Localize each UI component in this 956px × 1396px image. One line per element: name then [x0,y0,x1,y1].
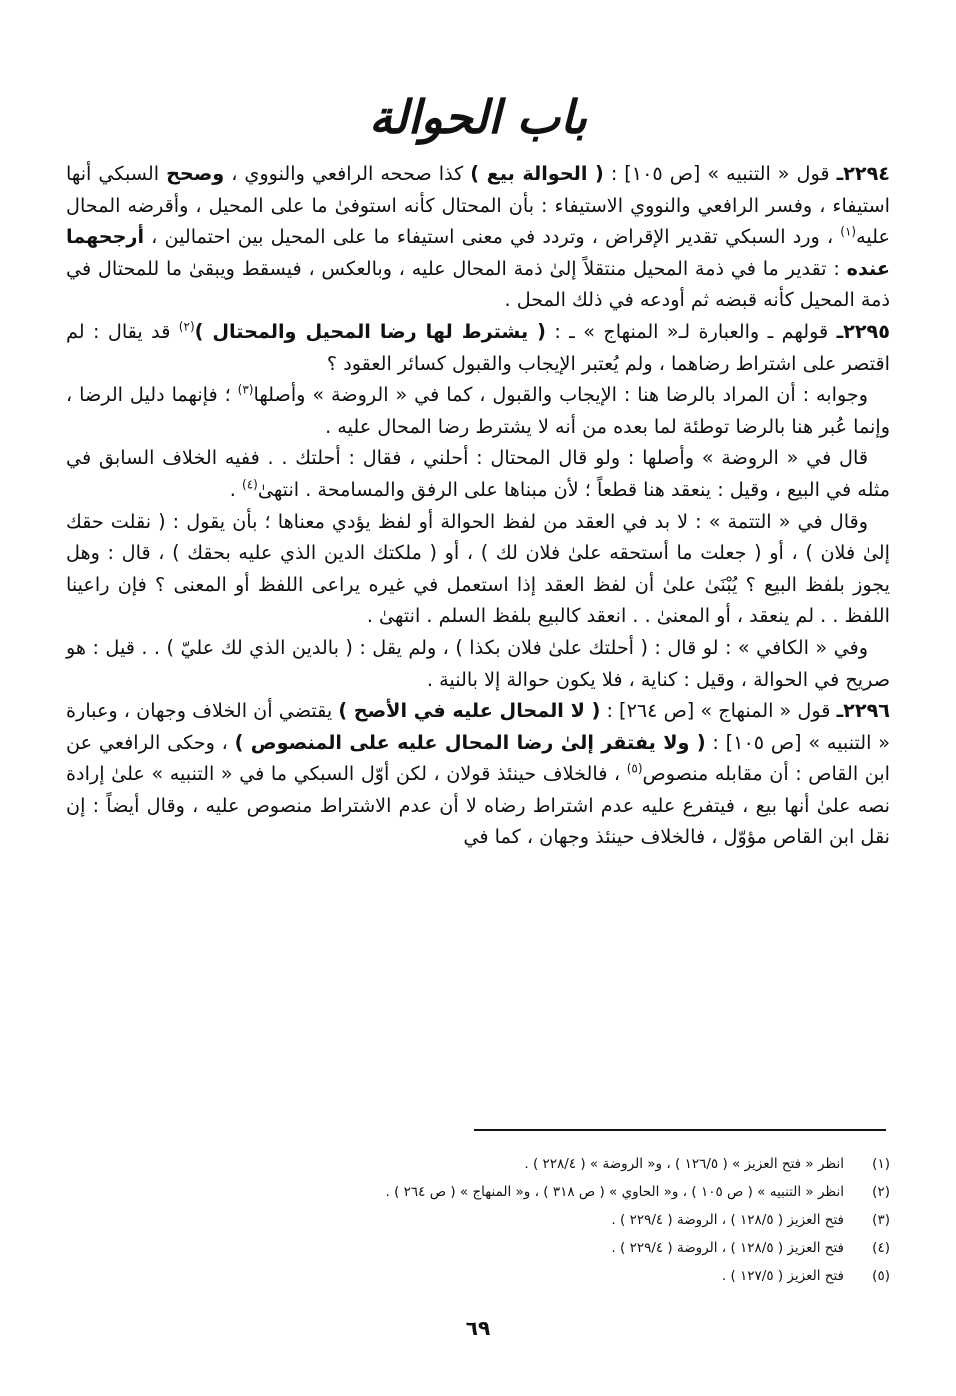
text-run: قول « التنبيه » [ص ١٠٥] : [603,162,837,185]
paragraph-p2 [66,316,890,379]
text-run: قول « المنهاج » [ص ٢٦٤] : [600,699,837,723]
bold-text: أرجحهما عنده [66,225,890,280]
footnote-number: (١) [872,1156,890,1172]
text-run: كذا صححه الرافعي والنووي ، [224,162,471,185]
footnote-divider [474,1129,886,1131]
bold-text: ( يشترط لها رضا المحيل والمحتال ) [194,319,546,343]
footnote-text: انظر « فتح العزيز » ( ١٢٦/٥ ) ، و« الروضة » ( ٢٢٨/٤ ) . [524,1156,844,1172]
footnote-ref: (٢) [178,319,195,334]
text-run: وقال في « التتمة » : لا بد في العقد من لفظ الحوالة أو لفظ يؤدي معناها ؛ بأن يقول : ( نقلت حقك إلىٰ فلان ) ، أو ( جعلت ما أستحقه علىٰ فلان لك ) ، أو ( ملكتك الدين الذي عليه بحقك ) ، قال : وهل يجوز بلفظ البيع ؟ يُبْنَىٰ علىٰ أن لفظ العقد إذا استعمل في غيره يراعى اللفظ أو المعنى ؟ فإن راعينا اللفظ . . لم ينعقد ، أو المعنىٰ . . انعقد كالبيع بلفظ السلم . انتهىٰ . [66,509,890,628]
text-run: وجوابه : أن المراد بالرضا هنا : الإيجاب والقبول ، كما في « الروضة » وأصلها [253,383,869,407]
chapter-title: باب الحوالة [369,90,587,144]
footnote-item [66,1150,890,1178]
page-number: ٦٩ [465,1316,491,1340]
paragraph-p6 [66,632,890,695]
text-run: قولهم ـ والعبارة لـ« المنهاج » ـ : [545,319,837,343]
text-run: السبكي أنها استيفاء ، وفسر الرافعي والنووي الاستيفاء : بأن المحتال كأنه استوفىٰ ما على المحيل ، وأقرضه المحال عليه [66,162,890,249]
bold-text: ( الحوالة بيع ) [470,162,604,185]
footnotes [66,1150,890,1290]
text-run: قد يقال : لم اقتصر على اشتراط رضاهما ، ولم يُعتبر الإيجاب والقبول كسائر العقود ؟ [66,319,890,375]
footnote-number: (٥) [872,1268,890,1284]
footnote-item [66,1262,890,1290]
text-run: ، ورد السبكي تقدير الإقراض ، وتردد في معنى استيفاء ما على المحيل بين احتمالين ، [144,225,841,249]
footnote-text: فتح العزيز ( ١٢٨/٥ ) ، الروضة ( ٢٢٩/٤ ) . [611,1212,844,1228]
text-run: يقتضي أن الخلاف وجهان ، وعبارة « التنبيه » [ص ١٠٥] : [66,699,890,754]
footnote-ref: (١) [840,224,857,239]
footnote-item [66,1178,890,1206]
paragraph-p1 [66,158,890,316]
paragraph-p7 [66,695,890,853]
bold-text: ٢٢٩٦ـ [836,699,890,723]
bold-text: ٢٢٩٥ـ [836,319,890,343]
main-text [66,158,890,853]
text-run: ، وحكى الرافعي عن ابن القاص : أن مقابله منصوص [66,730,891,786]
bold-text: ( ولا يفتقر إلىٰ رضا المحال عليه على المنصوص ) [234,730,706,754]
bold-text: وصحح [166,162,225,185]
footnote-text: فتح العزيز ( ١٢٨/٥ ) ، الروضة ( ٢٢٩/٤ ) . [611,1240,844,1256]
footnote-text: فتح العزيز ( ١٢٧/٥ ) . [721,1268,844,1284]
footnote-number: (٤) [872,1240,890,1256]
text-run: قال في « الروضة » وأصلها : ولو قال المحتال : أحلني ، فقال : أحلتك . . ففيه الخلاف السابق في مثله في البيع ، وقيل : ينعقد هنا قطعاً ؛ لأن مبناها على الرفق والمسامحة . انتهىٰ [66,446,890,501]
footnote-ref: (٣) [237,382,254,397]
bold-text: ٢٢٩٤ـ [836,162,891,185]
text-run: ؛ فإنهما دليل الرضا ، وإنما عُبر هنا بالرضا توطئة لما بعده من أنه لا يشترط رضا المحال عليه . [66,383,890,438]
paragraph-p5 [66,506,890,632]
text-run: ، فالخلاف حينئذ قولان ، لكن أوّل السبكي ما في « التنبيه » علىٰ إرادة نصه علىٰ أنها بيع ، فيتفرع عليه عدم اشتراط رضاه لا أن عدم الاشتراط منصوص عليه ، وقال أيضاً : إن نقل ابن القاص مؤوّل ، فالخلاف حينئذ وجهان ، كما في [66,762,890,849]
footnote-number: (٢) [872,1184,890,1200]
text-run: وفي « الكافي » : لو قال : ( أحلتك علىٰ فلان بكذا ) ، ولم يقل : ( بالدين الذي لك عليّ ) . . قيل : هو صريح في الحوالة ، وقيل : كناية ، فلا يكون حوالة إلا بالنية . [66,635,890,691]
footnote-text: انظر « التنبيه » ( ص ١٠٥ ) ، و« الحاوي » ( ص ٣١٨ ) ، و« المنهاج » ( ص ٢٦٤ ) . [385,1184,844,1200]
text-run: : تقدير ما في ذمة المحيل منتقلاً إلىٰ ذمة المحال عليه ، وبالعكس ، فيسقط ويبقىٰ ما للمحتال في ذمة المحيل كأنه قبضه ثم أودعه في ذلك المحل . [66,256,890,312]
footnote-item [66,1234,890,1262]
text-run: . [229,477,242,501]
paragraph-p4 [66,442,890,505]
bold-text: ( لا المحال عليه في الأصح ) [338,699,601,723]
footnote-ref: (٤) [242,477,258,492]
footnote-item [66,1206,890,1234]
footnote-number: (٣) [872,1212,890,1228]
footnote-ref: (٥) [626,761,643,776]
paragraph-p3 [66,379,890,442]
